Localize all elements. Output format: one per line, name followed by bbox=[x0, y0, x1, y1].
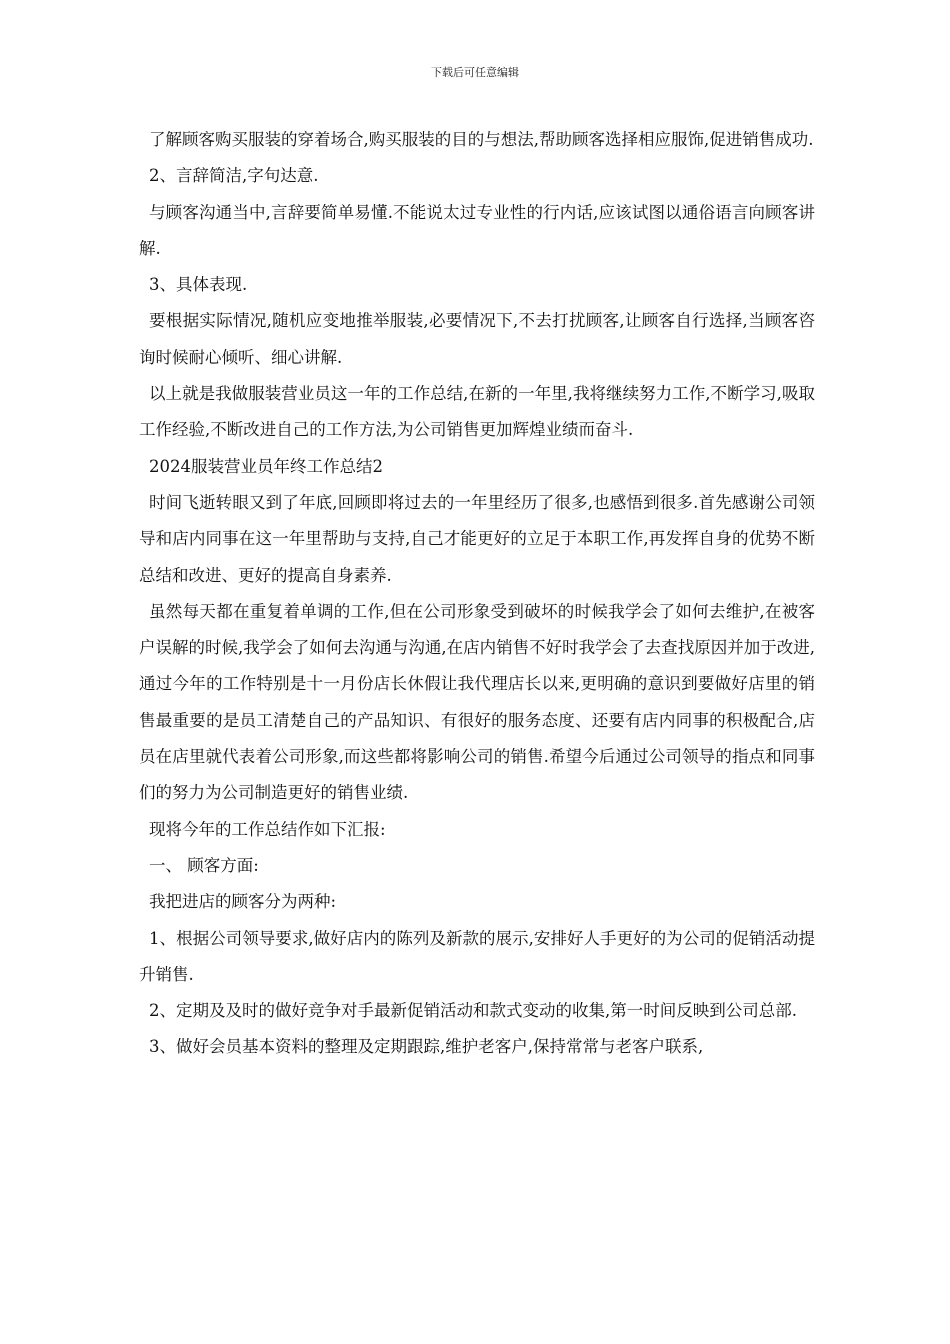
paragraph: 2、言辞简洁,字句达意. bbox=[149, 166, 319, 186]
paragraph: 了解顾客购买服装的穿着场合,购买服装的目的与想法,帮助顾客选择相应服饰,促进销售成功. bbox=[149, 130, 814, 149]
paragraph: 3、做好会员基本资料的整理及定期跟踪,维护老客户,保持常常与老客户联系, bbox=[149, 1037, 704, 1057]
paragraph: 现将今年的工作总结作如下汇报: bbox=[149, 819, 386, 839]
section-heading: 2024服装营业员年终工作总结2 bbox=[149, 456, 383, 476]
paragraph: 3、具体表现. bbox=[149, 275, 248, 295]
page-header: 下载后可任意编辑 bbox=[431, 66, 519, 79]
document-body bbox=[139, 122, 815, 1066]
paragraph: 我把进店的顾客分为两种: bbox=[149, 892, 337, 912]
paragraph: 时间飞逝转眼又到了年底,回顾即将过去的一年里经历了很多,也感悟到很多.首先感谢公司领导和店内同事在这一年里帮助与支持,自己才能更好的立足于本职工作,再发挥自身的优势不断总结和改进、更好的提高自身素养. bbox=[139, 492, 815, 585]
paragraph: 一、 顾客方面: bbox=[149, 855, 259, 875]
paragraph: 虽然每天都在重复着单调的工作,但在公司形象受到破坏的时候我学会了如何去维护,在被客户误解的时候,我学会了如何去沟通与沟通,在店内销售不好时我学会了去查找原因并加于改进,通过今年的工作特别是十一月份店长休假让我代理店长以来,更明确的意识到要做好店里的销售最重要的是员工清楚自己的产品知识、有很好的服务态度、还要有店内同事的积极配合,店员在店里就代表着公司形象,而这些都将影响公司的销售.希望今后通过公司领导的指点和同事们的努力为公司制造更好的销售业绩. bbox=[139, 601, 815, 803]
paragraph: 要根据实际情况,随机应变地推举服装,必要情况下,不去打扰顾客,让顾客自行选择,当顾客咨询时候耐心倾听、细心讲解. bbox=[139, 311, 815, 367]
paragraph: 1、根据公司领导要求,做好店内的陈列及新款的展示,安排好人手更好的为公司的促销活动提升销售. bbox=[139, 928, 815, 984]
paragraph: 2、定期及及时的做好竞争对手最新促销活动和款式变动的收集,第一时间反映到公司总部. bbox=[149, 1001, 797, 1021]
paragraph: 与顾客沟通当中,言辞要简单易懂.不能说太过专业性的行内话,应该试图以通俗语言向顾客讲解. bbox=[139, 202, 815, 258]
paragraph: 以上就是我做服装营业员这一年的工作总结,在新的一年里,我将继续努力工作,不断学习,吸取工作经验,不断改进自己的工作方法,为公司销售更加辉煌业绩而奋斗. bbox=[139, 384, 815, 440]
